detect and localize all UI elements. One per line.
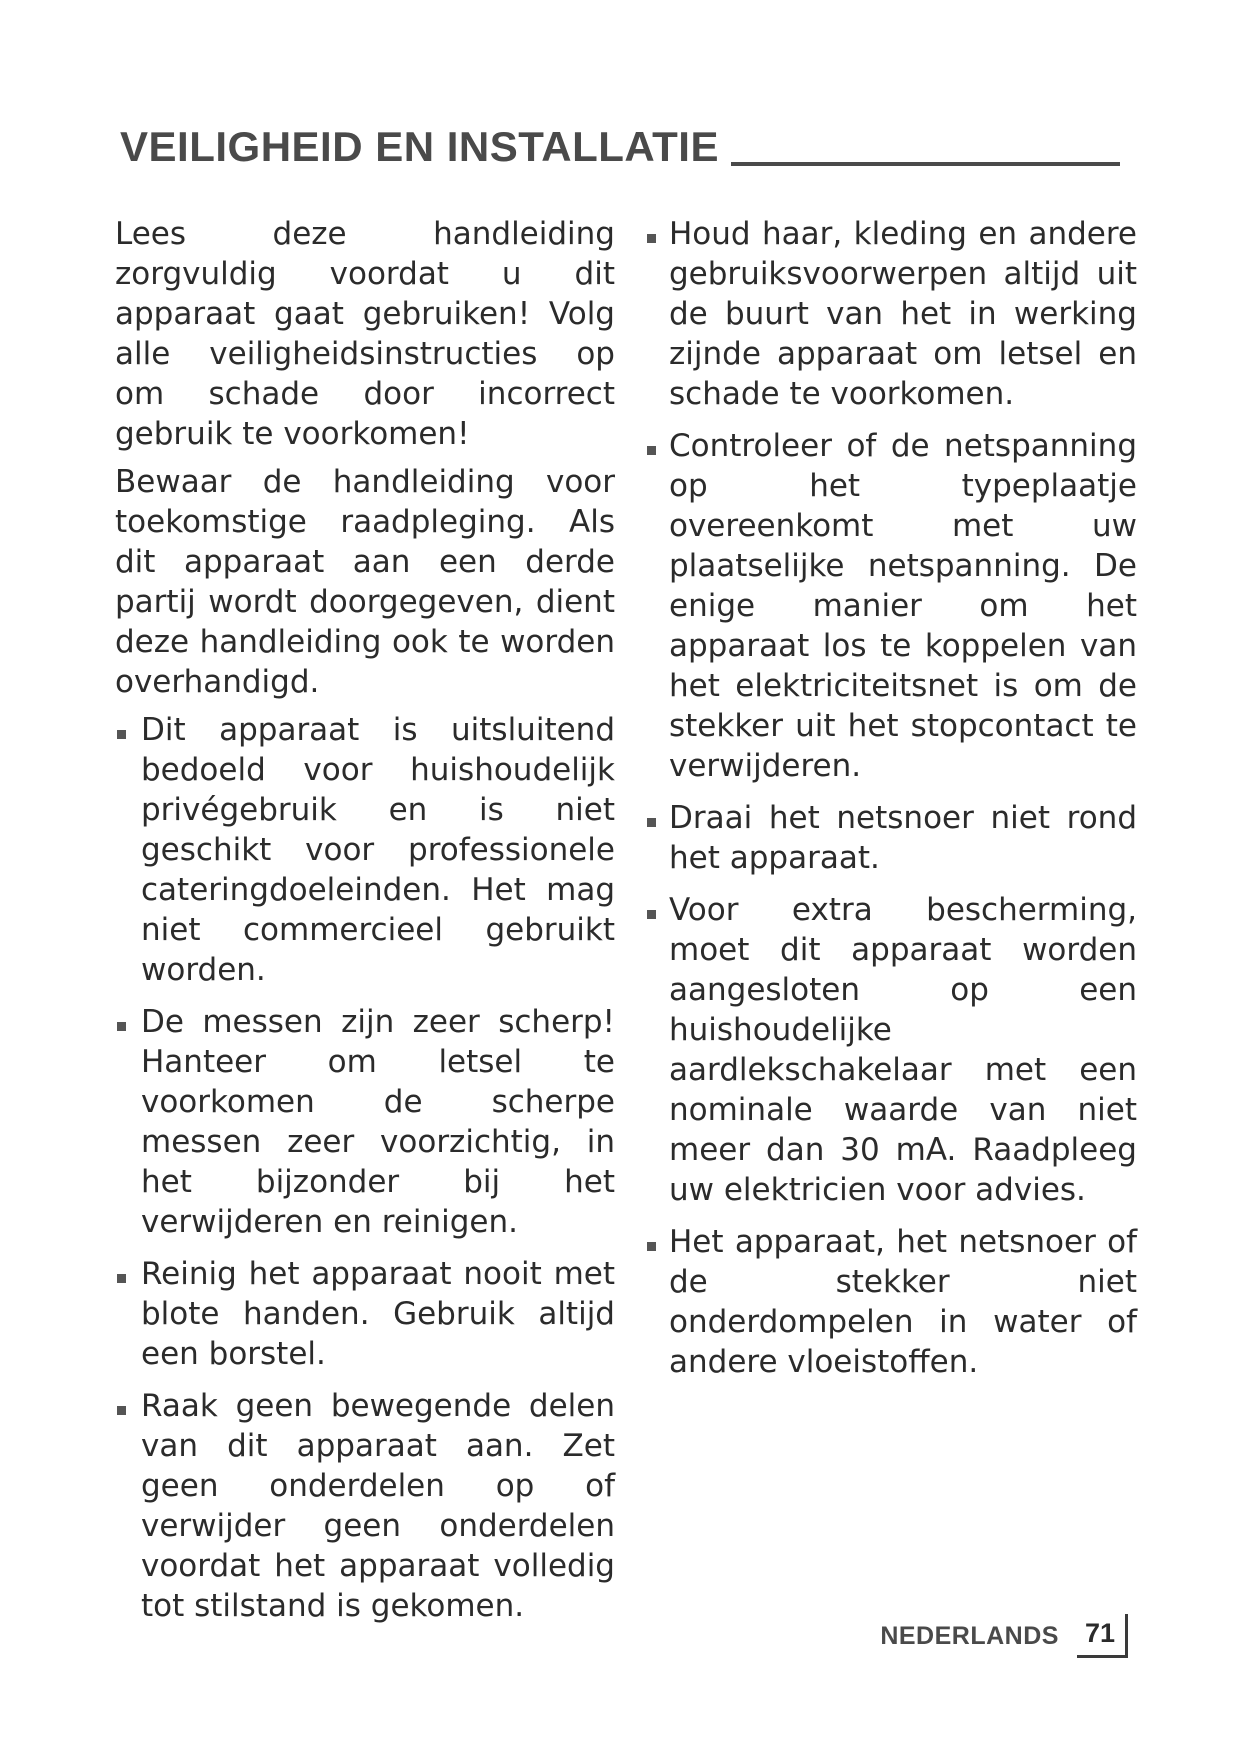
safety-bullet xyxy=(647,214,1137,414)
bullet-square-icon xyxy=(117,1406,126,1415)
page-footer xyxy=(880,1614,1128,1658)
bullet-square-icon xyxy=(117,1022,126,1031)
bullet-text: Het apparaat, het netsnoer of de stekker niet onderdompelen in water of andere vloeistoffen. xyxy=(669,1224,1137,1380)
bullet-text: De messen zijn zeer scherp! Hanteer om letsel te voorkomen de scherpe messen zeer voorzichtig, in het bijzonder bij het verwijderen en reinigen. xyxy=(141,1004,615,1240)
safety-bullet xyxy=(115,710,615,990)
safety-bullet xyxy=(115,1254,615,1374)
safety-bullet xyxy=(115,1002,615,1242)
safety-bullet xyxy=(115,1386,615,1626)
title-rule xyxy=(731,162,1120,166)
safety-bullet xyxy=(647,798,1137,878)
bullet-text: Houd haar, kleding en andere gebruiksvoorwerpen altijd uit de buurt van het in werking zijnde apparaat om letsel en schade te voorkomen. xyxy=(669,216,1137,412)
bullet-text: Reinig het apparaat nooit met blote handen. Gebruik altijd een borstel. xyxy=(141,1256,615,1372)
right-column xyxy=(647,214,1137,1394)
bullet-square-icon xyxy=(647,818,656,827)
bullet-text: Controleer of de netspanning op het typeplaatje overeenkomt met uw plaatselijke netspanning. De enige manier om het apparaat los te koppelen van het elektriciteitsnet is om de stekker uit het stopcontact te verwijderen. xyxy=(669,428,1137,784)
safety-bullet xyxy=(647,1222,1137,1382)
intro-paragraph: Bewaar de handleiding voor toekomstige raadpleging. Als dit apparaat aan een derde partij wordt doorgegeven, dient deze handleiding ook te worden overhandigd. xyxy=(115,464,615,700)
bullet-square-icon xyxy=(117,730,126,739)
bullet-text: Dit apparaat is uitsluitend bedoeld voor huishoudelijk privégebruik en is niet geschikt voor professionele cateringdoeleinden. Het mag niet commercieel gebruikt worden. xyxy=(141,712,615,988)
left-column xyxy=(115,214,615,1638)
bullet-text: Voor extra bescherming, moet dit apparaat worden aangesloten op een huishoudelijke aardlekschakelaar met een nominale waarde van niet meer dan 30 mA. Raadpleeg uw elektricien voor advies. xyxy=(669,892,1137,1208)
page-number: 71 xyxy=(1077,1614,1128,1658)
safety-bullet xyxy=(647,426,1137,786)
bullet-text: Draai het netsnoer niet rond het apparaat. xyxy=(669,800,1137,876)
section-header xyxy=(120,112,1120,168)
bullet-text: Raak geen bewegende delen van dit apparaat aan. Zet geen onderdelen op of verwijder geen onderdelen voordat het apparaat volledig tot stilstand is gekomen. xyxy=(141,1388,615,1624)
bullet-square-icon xyxy=(647,234,656,243)
footer-language: NEDERLANDS xyxy=(880,1621,1059,1650)
bullet-square-icon xyxy=(647,446,656,455)
safety-bullet xyxy=(647,890,1137,1210)
bullet-square-icon xyxy=(117,1274,126,1283)
bullet-square-icon xyxy=(647,910,656,919)
bullet-square-icon xyxy=(647,1242,656,1251)
section-title: VEILIGHEID EN INSTALLATIE xyxy=(120,123,719,170)
intro-paragraph: Lees deze handleiding zorgvuldig voordat u dit apparaat gaat gebruiken! Volg alle veiligheidsinstructies op om schade door incorrect gebruik te voorkomen! xyxy=(115,216,615,452)
